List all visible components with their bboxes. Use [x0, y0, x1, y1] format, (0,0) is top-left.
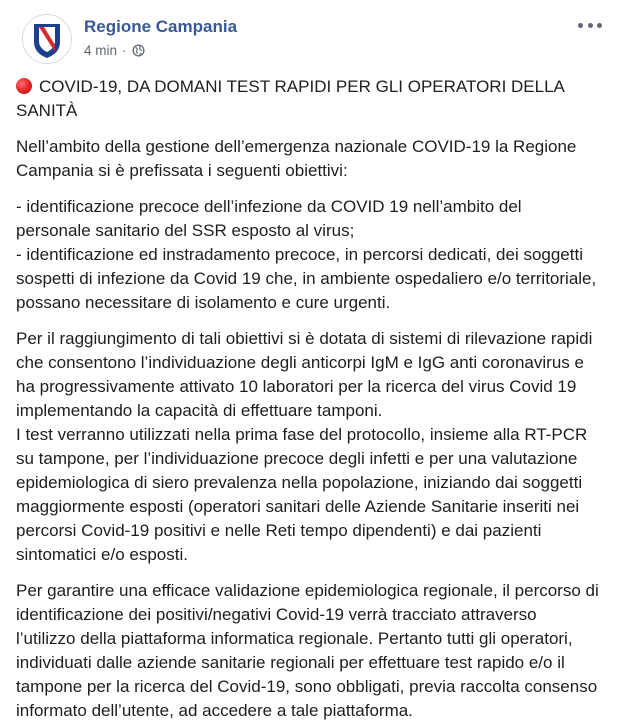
post-paragraph-objectives	[16, 195, 600, 315]
more-dot	[588, 23, 593, 28]
page-name-link[interactable]: Regione Campania	[84, 17, 238, 36]
objective-item: - identificazione precoce dell’infezione da COVID 19 nell’ambito del personale sanitario del SSR esposto al virus;	[16, 197, 522, 240]
post-header	[12, 0, 606, 72]
more-dot	[578, 23, 583, 28]
paragraph-text: Per il raggiungimento di tali obiettivi si è dotata di sistemi di rilevazione rapidi che consentono l’individuazione degli anticorpi IgM e IgG anti coronavirus e ha progressivamente attivato 10 laboratori per la ricerca del virus Covid 19 implementando la capacità di effettuare tamponi.	[16, 329, 593, 420]
region-coat-of-arms-icon[interactable]	[22, 14, 72, 64]
meta-separator: ·	[122, 43, 127, 58]
post-paragraph-tests	[16, 327, 600, 567]
objective-item: - identificazione ed instradamento precoce, in percorsi dedicati, dei soggetti sospetti di infezione da Covid 19 che, in ambiente ospedaliero e/o territoriale, possano necessitare di isolamento e cure urgenti.	[16, 245, 597, 312]
paragraph-text: Nell’ambito della gestione dell’emergenza nazionale COVID-19 la Regione Campania si è prefissata i seguenti obiettivi:	[16, 137, 577, 180]
post-paragraph-platform	[16, 579, 600, 723]
red-circle-icon	[16, 78, 32, 94]
more-dot	[597, 23, 602, 28]
post-headline	[16, 75, 600, 123]
paragraph-text: Per garantire una efficace validazione epidemiologica regionale, il percorso di identificazione dei positivi/negativi Covid-19 verrà tracciato attraverso l’utilizzo della piattaforma informatica regionale. Pertanto tutti gli operatori, individuati dalle aziende sanitarie regionali per effettuare test rapido e/o il tampone per la ricerca del Covid-19, sono obbligati, previa raccolta consenso informato dell’utente, ad accedere a tale piattaforma.	[16, 581, 599, 720]
post-paragraph-intro	[16, 135, 600, 183]
paragraph-text: I test verranno utilizzati nella prima fase del protocollo, insieme alla RT-PCR su tampone, per l’individuazione precoce degli infetti e per una valutazione epidemiologica di siero prevalenza nella popolazione, iniziando dai soggetti maggiormente esposti (operatori sanitari delle Aziende Sanitarie inseriti nei percorsi Covid-19 positivi e nelle Reti tempo dipendenti) e dai pazienti sintomatici e/o esposti.	[16, 425, 588, 564]
more-options-icon[interactable]	[578, 16, 602, 34]
globe-icon[interactable]	[132, 44, 145, 57]
post-timestamp[interactable]: 4 min	[84, 43, 118, 58]
headline-text: COVID-19, DA DOMANI TEST RAPIDI PER GLI OPERATORI DELLA SANITÀ	[16, 77, 564, 120]
post-body	[12, 75, 606, 723]
post-meta	[84, 43, 145, 58]
